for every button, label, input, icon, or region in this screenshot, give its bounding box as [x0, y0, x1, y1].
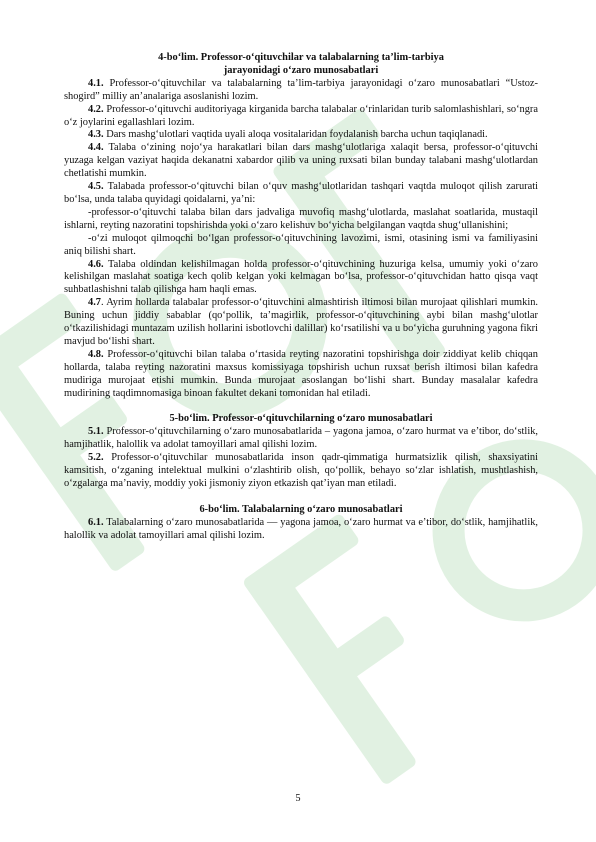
clause-number: 4.2.	[88, 103, 104, 115]
paragraph-4-3	[64, 129, 538, 142]
section-5-title: 5-bo‘lim. Professor-o‘qituvchilarning o‘zaro munosabatlari	[169, 413, 433, 425]
clause-number: 4.8.	[88, 348, 104, 360]
paragraph-5-1	[64, 426, 538, 452]
clause-text: Professor-o‘qituvchi bilan talaba o‘rtasida reyting nazoratini topshirishga doir ziddiyat kelib chiqqan hollarda, talaba reyting nazoratini maxsus komissiyaga topshirish uchun ruxsat berish iltimosi bilan kafedra mudiriga murojaat etishi mumkin. Bunda murojaat asoslangan bo‘lishi shart. Bunday masalalar kafedra mudirining taqdimnomasiga binoan fakultet dekani tomonidan hal etiladi.	[64, 348, 538, 399]
paragraph-4-5-item-1: -professor-o‘qituvchi talaba bilan dars jadvaliga muvofiq mashg‘ulotlarda, maslahat soatlarida, mustaqil ishlarni, reyting nazoratini topshirishda yoki o‘zaro kelishuv bo‘yicha belgilangan vaqtda shug‘ullanishini;	[64, 206, 538, 231]
paragraph-4-2	[64, 104, 538, 130]
paragraph-4-5-item-2: -o‘zi muloqot qilmoqchi bo‘lgan professor-o‘qituvchining lavozimi, ismi, otasining ismi va familiyasini aniq bilishi shart.	[64, 232, 538, 257]
page-number: 5	[295, 793, 301, 804]
paragraph-6-1	[64, 517, 538, 543]
clause-number: 4.1.	[88, 77, 104, 89]
paragraph-4-7	[64, 297, 538, 349]
clause-text: Professor-o‘qituvchilar munosabatlarida inson qadr-qimmatiga hurmatsizlik qilish, shaxsiyatini kamsitish, o‘zganing intelektual mulkini o‘zlashtirib olish, qo‘pollik, behayo so‘zlar ishlatish, mushtlashish, o‘zgalarga ma’naviy, moddiy yoki jismoniy ziyon etkazish qat’iyan man etiladi.	[64, 452, 538, 489]
paragraph-4-5	[64, 181, 538, 207]
clause-number: 4.6.	[88, 258, 104, 270]
clause-text: Professor-o‘qituvchilar va talabalarning ta’lim-tarbiya jarayonidagi o‘zaro munosabatlari “Ustoz-shogird” milliy an’analariga asoslanishi lozim.	[64, 77, 538, 102]
clause-text: Talaba oldindan kelishilmagan holda professor-o‘qituvchining huzuriga kelsa, umumiy yoki o‘zaro kelishilgan maslahat soatiga kech qolib kelgan yoki kelmagan bo‘lsa, professor-o‘qituvchidan hatto qisqa vaqt suhbatlashishni talab qilishga ham haqli emas.	[64, 258, 538, 296]
document-page	[64, 52, 538, 543]
paragraph-4-4	[64, 142, 538, 181]
clause-text: Talabalarning o‘zaro munosabatlarida — yagona jamoa, o‘zaro hurmat va e’tibor, do‘stlik, hamjihatlik, halollik va adolat tamoyillari amal qilishi lozim.	[64, 516, 538, 541]
clause-text: Talabada professor-o‘qituvchi bilan o‘quv mashg‘ulotlaridan tashqari vaqtda muloqot qilish zarurati bo‘lsa, unda talaba quyidagi qoidalarni, ya’ni:	[64, 181, 538, 205]
clause-number: 6.1.	[88, 516, 104, 528]
section-4-title-line-2: jarayonidagi o‘zaro munosabatlari	[223, 64, 379, 76]
clause-number: 4.5.	[88, 181, 104, 193]
section-6-title: 6-bo‘lim. Talabalarning o‘zaro munosabatlari	[199, 503, 403, 515]
paragraph-4-8	[64, 349, 538, 401]
section-4-title-line-1: 4-bo‘lim. Professor-o‘qituvchilar va talabalarning ta’lim-tarbiya	[158, 52, 444, 63]
clause-number: 4.4.	[88, 142, 104, 154]
clause-number: 4.3.	[88, 129, 104, 141]
paragraph-4-6	[64, 259, 538, 298]
paragraph-4-1	[64, 78, 538, 104]
clause-number: 5.2.	[88, 452, 104, 464]
clause-text: Professor-o‘qituvchi auditoriyaga kirganida barcha talabalar o‘rinlaridan turib salomlashishlari, so‘ngra o‘z joylarini egallashlari lozim.	[64, 103, 538, 128]
clause-text: Professor-o‘qituvchilarning o‘zaro munosabatlarida – yagona jamoa, o‘zaro hurmat va e’tibor, do‘stlik, hamjihatlik, halollik va adolat tamoyillari amal qilishi lozim.	[64, 426, 538, 451]
clause-text: . Ayrim hollarda talabalar professor-o‘qituvchini almashtirish iltimosi bilan murojaat qilishlari mumkin. Buning uchun jiddiy sabablar (qo‘pollik, ta’magirlik, professor-o‘qituvchining aybi bilan mashg‘ulotlar o‘tkazilishidagi muntazam uzilish hollarini isbotlovchi dalillar) ko‘rsatilishi va u bo‘yicha guruhning yagona fikri mavjud bo‘lishi shart.	[64, 297, 538, 347]
paragraph-5-2	[64, 452, 538, 491]
clause-text: Dars mashg‘ulotlari vaqtida uyali aloqa vositalaridan foydalanish barcha uchun taqiqlanadi.	[103, 129, 488, 141]
clause-number: 4.7	[88, 297, 101, 309]
clause-number: 5.1.	[88, 426, 104, 438]
clause-text: Talaba o‘zining nojo‘ya harakatlari bilan dars mashg‘ulotlariga xalaqit bersa, professor-o‘qituvchi yuzaga kelgan vaziyat haqida dekanatni xabardor qilib va uning ruxsati bilan bunday talabani mashg‘ulotlardan chetlatishi mumkin.	[64, 142, 538, 180]
